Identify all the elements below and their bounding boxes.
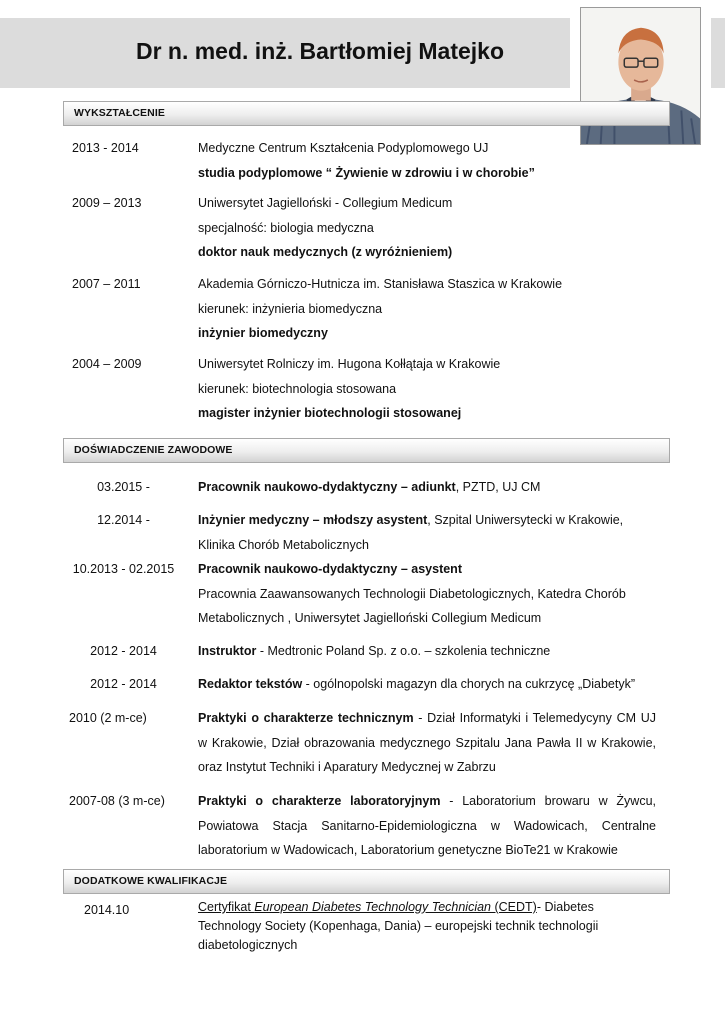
experience-date: 10.2013 - 02.2015: [72, 562, 175, 576]
education-date: 2004 – 2009: [72, 357, 142, 371]
experience-title: Redaktor tekstów: [198, 677, 303, 691]
experience-title: Praktyki o charakterze technicznym: [198, 711, 414, 725]
section-header-qualifications: DODATKOWE KWALIFIKACJE: [63, 869, 670, 894]
page-title: Dr n. med. inż. Bartłomiej Matejko: [135, 38, 505, 64]
experience-detail: - Laboratorium browaru w Żywcu, Powiatowa Stacja Sanitarno-Epidemiologiczna w Wadowicach, Centralne laboratorium w Wadowicach, Laboratorium genetyczne BioTe21 w Krakowie: [198, 794, 656, 857]
experience-date: 03.2015 -: [97, 480, 150, 494]
experience-title: Instruktor: [198, 644, 257, 658]
experience-entry: [198, 672, 656, 697]
experience-entry: [198, 639, 656, 664]
education-field: specjalność: biologia medyczna: [198, 220, 374, 235]
education-institution: Uniwersytet Rolniczy im. Hugona Kołłątaja w Krakowie: [198, 357, 501, 371]
education-entry: [198, 272, 656, 346]
certificate-abbreviation: (CEDT): [491, 900, 537, 914]
education-field: kierunek: inżynieria biomedyczna: [198, 301, 383, 316]
education-entry: [198, 352, 656, 426]
qualification-date: 2014.10: [84, 903, 130, 917]
experience-entry: [198, 557, 656, 631]
education-institution: Akademia Górniczo-Hutnicza im. Stanisława Staszica w Krakowie: [198, 277, 563, 291]
experience-title: Praktyki o charakterze laboratoryjnym: [198, 794, 441, 808]
experience-date: 2012 - 2014: [90, 677, 157, 691]
experience-detail: , PZTD, UJ CM: [455, 480, 541, 494]
education-field: kierunek: biotechnologia stosowana: [198, 381, 397, 396]
experience-title: Pracownik naukowo-dydaktyczny – adiunkt: [198, 480, 456, 494]
certificate-prefix: Certyfikat: [198, 900, 255, 914]
education-detail: studia podyplomowe “ Żywienie w zdrowiu i w chorobie”: [198, 165, 535, 180]
education-institution: Medyczne Centrum Kształcenia Podyplomowego UJ: [198, 141, 489, 155]
experience-entry: [198, 706, 656, 780]
experience-entry: [198, 789, 656, 863]
education-date: 2009 – 2013: [72, 196, 142, 210]
experience-entry: [198, 475, 656, 500]
experience-detail: - Dział Informatyki i Telemedycyny CM UJ w Krakowie, Dział obrazowania medycznego Szpitalu Jana Pawła II w Krakowie, oraz Instytut Techniki i Aparatury Medycznej w Zabrzu: [198, 711, 656, 774]
education-degree: inżynier biomedyczny: [198, 326, 328, 340]
experience-detail: Pracownia Zaawansowanych Technologii Diabetologicznych, Katedra Chorób Metabolicznych , Uniwersytet Jagielloński Collegium Medicum: [198, 586, 626, 625]
certificate-name: European Diabetes Technology Technician: [254, 900, 492, 914]
experience-date: 12.2014 -: [97, 513, 150, 527]
education-institution: Uniwersytet Jagielloński - Collegium Medicum: [198, 196, 453, 210]
education-date: 2007 – 2011: [72, 277, 141, 291]
education-date: 2013 - 2014: [72, 141, 139, 155]
experience-detail: , Szpital Uniwersytecki w Krakowie, Klinika Chorób Metabolicznych: [198, 513, 624, 552]
experience-date: 2007-08 (3 m-ce): [69, 794, 165, 808]
qualification-detail: - Diabetes Technology Society (Kopenhaga, Dania) – europejski technik technologii diabetologicznych: [198, 900, 599, 952]
experience-detail: - Medtronic Poland Sp. z o.o. – szkolenia techniczne: [256, 644, 551, 658]
experience-title: Inżynier medyczny – młodszy asystent: [198, 513, 428, 527]
education-entry: [198, 191, 656, 265]
education-degree: doktor nauk medycznych (z wyróżnieniem): [198, 245, 453, 259]
experience-title: Pracownik naukowo-dydaktyczny – asystent: [198, 562, 462, 576]
section-header-experience: DOŚWIADCZENIE ZAWODOWE: [63, 438, 670, 463]
experience-date: 2012 - 2014: [90, 644, 157, 658]
experience-entry: [198, 508, 656, 557]
section-header-education: WYKSZTAŁCENIE: [63, 101, 670, 126]
certificate-link: [198, 900, 537, 914]
education-degree: magister inżynier biotechnologii stosowanej: [198, 406, 462, 420]
experience-detail: - ogólnopolski magazyn dla chorych na cukrzycę „Diabetyk”: [302, 677, 635, 691]
experience-date: 2010 (2 m-ce): [69, 711, 147, 725]
education-entry: [198, 136, 656, 185]
qualification-entry: [198, 898, 656, 955]
header-band-right: [711, 18, 725, 88]
